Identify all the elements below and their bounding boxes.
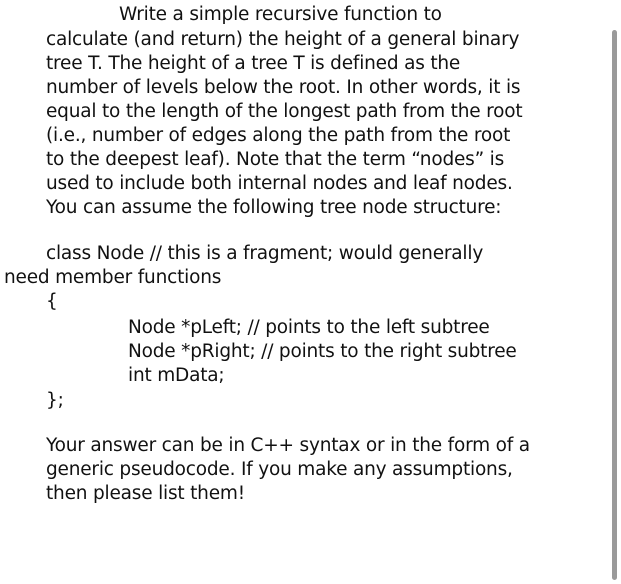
paragraph1-line-3: tree T. The height of a tree T is defined as the	[46, 53, 461, 74]
code-class-line-wrap: need member functions	[4, 267, 222, 288]
paragraph2-line-1: Your answer can be in C++ syntax or in the form of a	[46, 435, 530, 456]
paragraph1-line-6: (i.e., number of edges along the path from the root	[46, 125, 511, 146]
paragraph2-line-2: generic pseudocode. If you make any assumptions,	[46, 459, 513, 480]
paragraph1-line-9: You can assume the following tree node structure:	[46, 197, 502, 218]
code-close-brace: };	[46, 390, 64, 411]
code-member-pright: Node *pRight; // points to the right subtree	[128, 341, 517, 362]
paragraph1-line-1: Write a simple recursive function to	[119, 4, 442, 25]
paragraph1-line-5: equal to the length of the longest path from the root	[46, 101, 523, 122]
paragraph1-line-8: used to include both internal nodes and leaf nodes.	[46, 173, 513, 194]
vertical-scrollbar-thumb[interactable]	[612, 30, 617, 580]
paragraph2-line-3: then please list them!	[46, 483, 245, 504]
code-class-line: class Node // this is a fragment; would generally	[46, 243, 484, 264]
paragraph1-line-4: number of levels below the root. In other words, it is	[46, 77, 521, 98]
paragraph1-line-2: calculate (and return) the height of a general binary	[46, 29, 520, 50]
paragraph1-line-7: to the deepest leaf). Note that the term “nodes” is	[46, 149, 505, 170]
code-member-pleft: Node *pLeft; // points to the left subtree	[128, 317, 490, 338]
code-open-brace: {	[46, 291, 58, 312]
code-member-mdata: int mData;	[128, 365, 225, 386]
